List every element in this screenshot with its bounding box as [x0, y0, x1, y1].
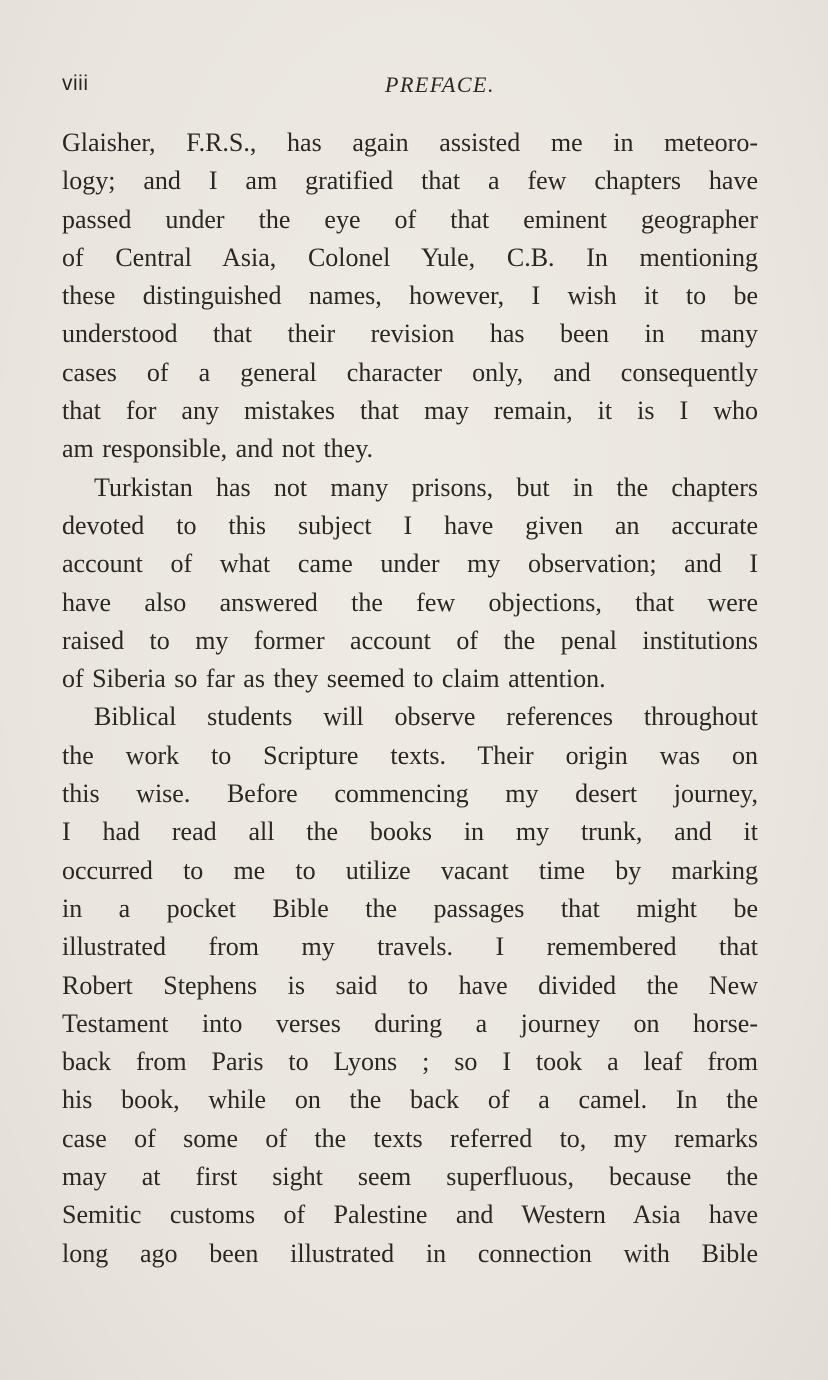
running-title: PREFACE.: [385, 72, 495, 97]
paragraph: [62, 124, 758, 469]
text-line: devoted to this subject I have given an accurate: [62, 510, 758, 540]
text-line: Testament into verses during a journey on horse-: [62, 1008, 758, 1038]
text-line: case of some of the texts referred to, my remarks: [62, 1123, 758, 1153]
text-line: of Central Asia, Colonel Yule, C.B. In mentioning: [62, 242, 758, 272]
text-line: in a pocket Bible the passages that might be: [62, 893, 758, 923]
text-line: this wise. Before commencing my desert journey,: [62, 779, 758, 809]
text-line: am responsible, and not they.: [62, 434, 374, 464]
text-line: Robert Stephens is said to have divided the New: [62, 970, 758, 1000]
paragraph: [62, 698, 758, 1272]
text-line: logy; and I am gratified that a few chapters have: [62, 166, 758, 196]
paragraph: [62, 469, 758, 699]
text-line: Glaisher, F.R.S., has again assisted me in meteoro-: [62, 128, 758, 157]
text-line: Semitic customs of Palestine and Western Asia have: [62, 1200, 758, 1230]
text-line: illustrated from my travels. I remembered that: [62, 932, 758, 962]
text-line: long ago been illustrated in connection with Bible: [62, 1238, 758, 1268]
text-line: occurred to me to utilize vacant time by marking: [62, 855, 758, 885]
text-line: may at first sight seem superfluous, because the: [62, 1162, 758, 1192]
text-line: I had read all the books in my trunk, and it: [62, 817, 758, 847]
text-line: the work to Scripture texts. Their origin was on: [62, 740, 758, 770]
text-line: these distinguished names, however, I wish it to be: [62, 281, 758, 311]
text-line: his book, while on the back of a camel. In the: [62, 1085, 758, 1115]
text-line: that for any mistakes that may remain, it is I who: [62, 396, 758, 426]
text-line: have also answered the few objections, that were: [62, 587, 758, 617]
text-line: passed under the eye of that eminent geographer: [62, 204, 758, 234]
text-line: back from Paris to Lyons ; so I took a leaf from: [62, 1047, 758, 1077]
running-head: [62, 72, 758, 106]
body-text: [62, 124, 758, 1273]
text-line: cases of a general character only, and consequently: [62, 357, 758, 387]
text-line: Turkistan has not many prisons, but in the chapters: [94, 472, 758, 502]
page-number: viii: [62, 72, 89, 95]
text-line: Biblical students will observe references throughout: [94, 702, 758, 732]
text-line: raised to my former account of the penal institutions: [62, 625, 758, 655]
text-line: of Siberia so far as they seemed to claim attention.: [62, 664, 606, 694]
text-line: understood that their revision has been in many: [62, 319, 758, 349]
text-line: account of what came under my observation; and I: [62, 549, 758, 579]
